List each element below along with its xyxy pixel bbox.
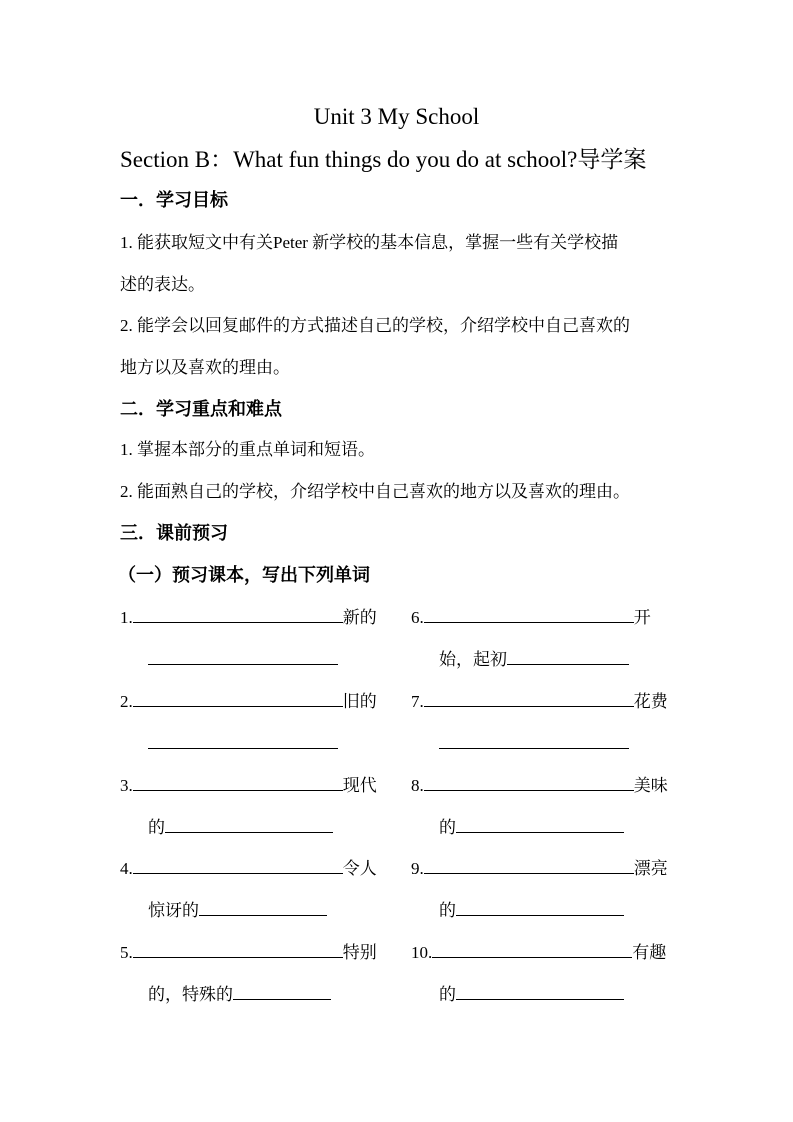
answer-blank-8b[interactable] xyxy=(456,814,624,833)
key-point-2: 2. 能面熟自己的学校，介绍学校中自己喜欢的地方以及喜欢的理由。 xyxy=(120,482,630,501)
section-heading-goals: 一．学习目标 xyxy=(120,190,228,211)
vocab-item-6-cont: 始，起初 xyxy=(439,646,629,673)
answer-blank-2b[interactable] xyxy=(148,730,338,749)
vocab-item-5: 5. 特别 xyxy=(120,939,377,966)
answer-blank-9[interactable] xyxy=(424,855,634,874)
answer-blank-10b[interactable] xyxy=(456,981,624,1000)
answer-blank-1[interactable] xyxy=(133,604,343,623)
vocab-item-10-cont: 的 xyxy=(439,981,624,1008)
goal-1-line-2: 述的表达。 xyxy=(120,275,205,294)
goal-2-line-2: 地方以及喜欢的理由。 xyxy=(120,358,290,377)
answer-blank-6b[interactable] xyxy=(507,646,629,665)
section-heading-key-points: 二．学习重点和难点 xyxy=(120,399,282,420)
vocab-item-8-cont: 的 xyxy=(439,814,624,841)
vocab-item-1-cont xyxy=(148,646,338,673)
vocab-item-1: 1. 新的 xyxy=(120,604,377,631)
vocab-item-4: 4. 令人 xyxy=(120,855,377,882)
vocab-item-9: 9. 漂亮 xyxy=(411,855,668,882)
answer-blank-3b[interactable] xyxy=(165,814,333,833)
vocab-item-5-cont: 的，特殊的 xyxy=(148,981,331,1008)
answer-blank-4b[interactable] xyxy=(199,897,327,916)
sub-heading-vocab: （一）预习课本，写出下列单词 xyxy=(118,565,370,586)
answer-blank-1b[interactable] xyxy=(148,646,338,665)
goal-1-line-1: 1. 能获取短文中有关Peter 新学校的基本信息，掌握一些有关学校描 xyxy=(120,233,619,252)
section-heading-preview: 三．课前预习 xyxy=(120,523,228,544)
answer-blank-4[interactable] xyxy=(133,855,343,874)
goal-2-line-1: 2. 能学会以回复邮件的方式描述自己的学校，介绍学校中自己喜欢的 xyxy=(120,316,630,335)
answer-blank-8[interactable] xyxy=(424,772,634,791)
answer-blank-9b[interactable] xyxy=(456,897,624,916)
vocab-item-4-cont: 惊讶的 xyxy=(148,897,327,924)
vocab-item-6: 6. 开 xyxy=(411,604,651,631)
vocab-item-10: 10. 有趣 xyxy=(411,939,666,966)
answer-blank-6[interactable] xyxy=(424,604,634,623)
vocab-item-9-cont: 的 xyxy=(439,897,624,924)
vocab-item-7-cont xyxy=(439,730,629,757)
answer-blank-7[interactable] xyxy=(424,688,634,707)
vocab-item-2: 2. 旧的 xyxy=(120,688,377,715)
vocab-item-3-cont: 的 xyxy=(148,814,333,841)
answer-blank-5[interactable] xyxy=(133,939,343,958)
vocab-item-2-cont xyxy=(148,730,338,757)
page-subtitle: Section B：What fun things do you do at school?导学案 xyxy=(120,147,647,172)
page-title: Unit 3 My School xyxy=(313,104,480,129)
answer-blank-7b[interactable] xyxy=(439,730,629,749)
vocab-item-8: 8. 美味 xyxy=(411,772,668,799)
answer-blank-3[interactable] xyxy=(133,772,343,791)
vocab-item-3: 3. 现代 xyxy=(120,772,377,799)
answer-blank-5b[interactable] xyxy=(233,981,331,1000)
answer-blank-10[interactable] xyxy=(432,939,632,958)
vocab-item-7: 7. 花费 xyxy=(411,688,668,715)
answer-blank-2[interactable] xyxy=(133,688,343,707)
key-point-1: 1. 掌握本部分的重点单词和短语。 xyxy=(120,440,375,459)
